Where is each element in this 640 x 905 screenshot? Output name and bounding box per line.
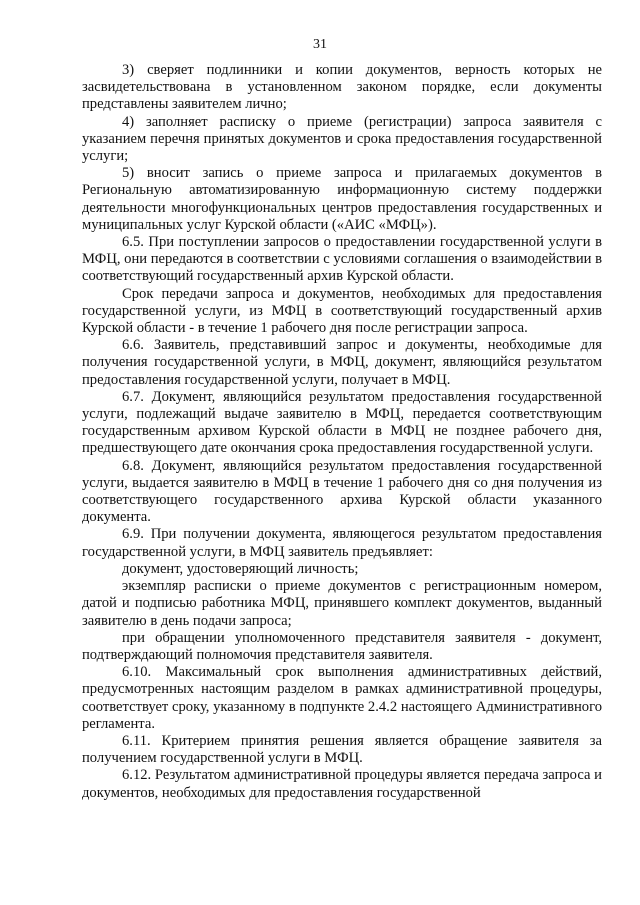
paragraph-representative: при обращении уполномоченного представителя заявителя - документ, подтверждающий полномочия представителя заявителя. (82, 629, 602, 663)
paragraph-item-5: 5) вносит запись о приеме запроса и прилагаемых документов в Региональную автоматизированную информационную систему поддержки деятельности многофункциональных центров предоставления государственных и муниципальных услуг Курской области («АИС «МФЦ»). (82, 165, 602, 233)
page-number: 31 (313, 37, 327, 52)
paragraph-6-5: 6.5. При поступлении запросов о предоставлении государственной услуги в МФЦ, они передаются в соответствии с условиями соглашения о взаимодействии в соответствующий государственный архив Курской области. (82, 234, 602, 285)
paragraph-id-document: документ, удостоверяющий личность; (122, 560, 359, 577)
paragraph-6-11: 6.11. Критерием принятия решения является обращение заявителя за получением государственной услуги в МФЦ. (82, 732, 602, 767)
paragraph-item-4: 4) заполняет расписку о приеме (регистрации) запроса заявителя с указанием перечня принятых документов и срока предоставления государственной услуги; (82, 113, 602, 165)
paragraph-6-12: 6.12. Результатом административной процедуры является передача запроса и документов, необходимых для предоставления государственной (82, 767, 602, 801)
document-body (82, 62, 602, 802)
paragraph-6-9: 6.9. При получении документа, являющегося результатом предоставления государственной услуги, в МФЦ заявитель предъявляет: (82, 526, 602, 560)
paragraph-item-3: 3) сверяет подлинники и копии документов, верность которых не засвидетельствована в установленном законом порядке, если документы представлены заявителем лично; (82, 62, 602, 113)
paragraph-6-6: 6.6. Заявитель, представивший запрос и документы, необходимые для получения государственной услуги, в МФЦ, документ, являющийся результатом предоставления государственной услуги, получает в МФЦ. (82, 337, 602, 388)
paragraph-6-10: 6.10. Максимальный срок выполнения административных действий, предусмотренных настоящим разделом в рамках административной процедуры, соответствует сроку, указанному в подпункте 2.4.2 настоящего Административного регламента. (82, 664, 602, 732)
paragraph-6-8: 6.8. Документ, являющийся результатом предоставления государственной услуги, выдается заявителю в МФЦ в течение 1 рабочего дня со дня получения из соответствующего государственного архива Курской области указанного документа. (82, 457, 602, 526)
paragraph-receipt-copy: экземпляр расписки о приеме документов с регистрационным номером, датой и подписью работника МФЦ, принявшего комплект документов, выданный заявителю в день подачи запроса; (82, 578, 602, 629)
paragraph-6-7: 6.7. Документ, являющийся результатом предоставления государственной услуги, подлежащий выдаче заявителю в МФЦ, передается соответствующим государственным архивом Курской области в МФЦ не позднее рабочего дня, предшествующего дате окончания срока предоставления государственной услуги. (82, 388, 602, 457)
paragraph-transfer-term: Срок передачи запроса и документов, необходимых для предоставления государственной услуги, из МФЦ в соответствующий государственный архив Курской области - в течение 1 рабочего дня после регистрации запроса. (82, 285, 602, 337)
